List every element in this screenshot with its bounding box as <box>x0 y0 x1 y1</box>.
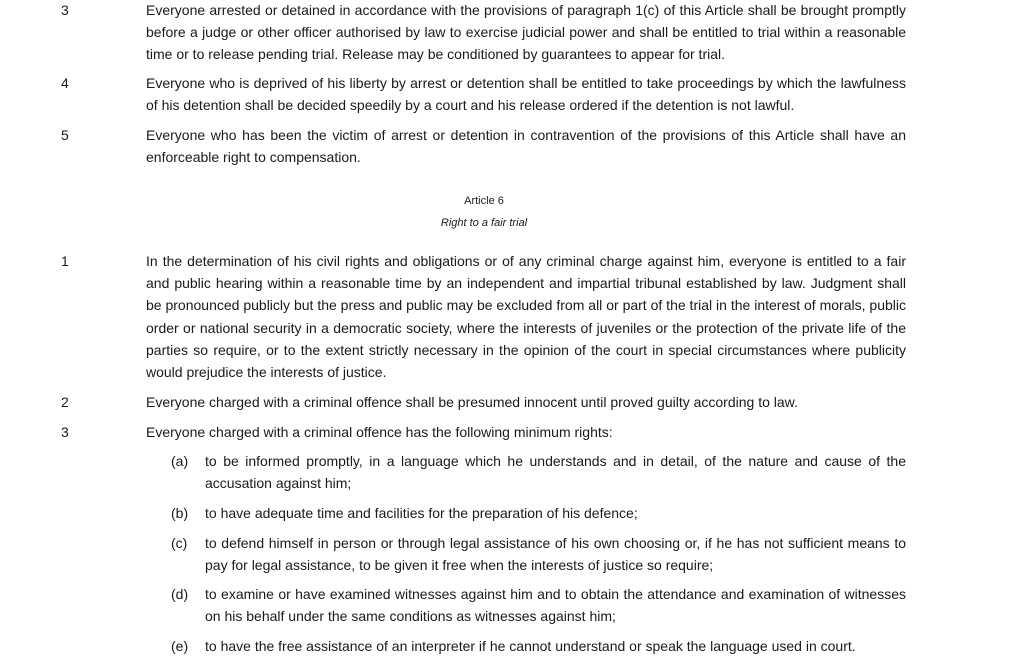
paragraph-text: Everyone arrested or detained in accordance with the provisions of paragraph 1(c) of this Article shall be brought promptly before a judge or other officer authorised by law to exercise judicial power and shall be entitled to trial within a reasonable time or to release pending trial. Release may be conditioned by guarantees to appear for trial. <box>146 2 906 63</box>
right-label: (a) <box>171 453 189 469</box>
paragraph-number: 3 <box>61 424 69 440</box>
paragraph-number: 3 <box>61 2 69 18</box>
paragraph-number: 1 <box>61 253 69 269</box>
paragraph-text: Everyone charged with a criminal offence has the following minimum rights: <box>146 424 613 440</box>
right-label: (e) <box>171 638 189 654</box>
right-text: to defend himself in person or through legal assistance of his own choosing or, if he has not sufficient means to pay for legal assistance, to be given it free when the interests of justice so require; <box>205 535 906 574</box>
right-label: (d) <box>171 586 189 602</box>
right-text: to be informed promptly, in a language which he understands and in detail, of the nature and cause of the accusation against him; <box>205 453 906 492</box>
article-heading: Article 6 <box>464 195 504 207</box>
right-text: to have adequate time and facilities for the preparation of his defence; <box>205 505 638 521</box>
right-label: (c) <box>171 535 188 551</box>
right-text: to examine or have examined witnesses against him and to obtain the attendance and examination of witnesses on his behalf under the same conditions as witnesses against him; <box>205 586 906 625</box>
right-text: to have the free assistance of an interpreter if he cannot understand or speak the language used in court. <box>205 638 856 654</box>
paragraph-number: 2 <box>61 394 69 410</box>
paragraph-text: Everyone who is deprived of his liberty by arrest or detention shall be entitled to take proceedings by which the lawfulness of his detention shall be decided speedily by a court and his release ordered if the detention is not lawful. <box>146 75 906 114</box>
paragraph-number: 5 <box>61 127 69 143</box>
paragraph-number: 4 <box>61 75 69 91</box>
paragraph-text: Everyone who has been the victim of arrest or detention in contravention of the provisions of this Article shall have an enforceable right to compensation. <box>146 127 906 166</box>
right-label: (b) <box>171 505 189 521</box>
article-title: Right to a fair trial <box>440 217 528 229</box>
paragraph-text: Everyone charged with a criminal offence shall be presumed innocent until proved guilty according to law. <box>146 394 798 410</box>
paragraph-text: In the determination of his civil rights and obligations or of any criminal charge against him, everyone is entitled to a fair and public hearing within a reasonable time by an independent and impartial tribunal established by law. Judgment shall be pronounced publicly but the press and public may be excluded from all or part of the trial in the interest of morals, public order or national security in a democratic society, where the interests of juveniles or the protection of the private life of the parties so require, or to the extent strictly necessary in the opinion of the court in special circumstances where publicity would prejudice the interests of justice. <box>146 253 906 381</box>
